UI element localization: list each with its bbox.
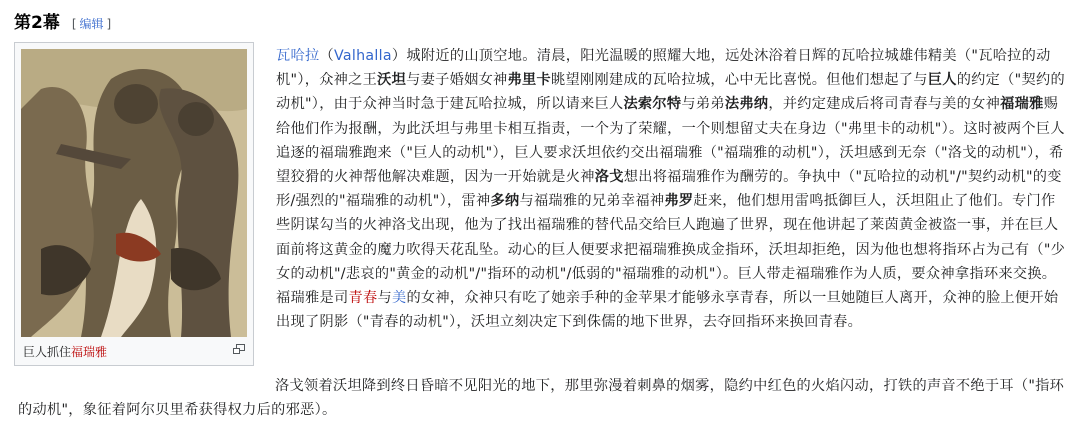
text-run: 与	[377, 290, 392, 307]
edit-bracket-open: [	[71, 17, 77, 31]
edit-link[interactable]: 编辑	[79, 17, 104, 31]
figure-image[interactable]	[21, 49, 247, 337]
text-run: 的女神，众神只有吃了她亲手种的金苹果才能够永享青春，所以一旦她随巨人离开，众神的脸上便开始出现了阴影（"青春的动机"），沃坦立刻决定下到侏儒的地下世界，去夺回指环来换回青春。	[276, 290, 1059, 331]
link-youth[interactable]: 青春	[348, 290, 378, 307]
text-run: 想出将福瑞雅作为酬劳的。争执中（"瓦哈拉的动机"/"契约动机"的变形/强烈的"福瑞雅的动机"），雷神	[276, 169, 1062, 210]
illustration-giants-seize-freia	[21, 49, 247, 337]
section-heading	[14, 8, 111, 36]
paragraph-descent: 洛戈领着沃坦降到终日昏暗不见阳光的地下，那里弥漫着刺鼻的烟雾，隐约中红色的火焰闪动，打铁的声音不绝于耳（"指环的动机"，象征着阿尔贝里希获得权力后的邪恶）。	[18, 378, 1065, 419]
link-beauty[interactable]: 美	[391, 290, 407, 307]
caption-link-freia[interactable]: 福瑞雅	[71, 345, 108, 359]
bold-giants: 巨人	[927, 72, 957, 89]
figure-caption	[23, 343, 107, 360]
text-run: ）城附近的山顶空地。清晨，阳光温暖的照耀大地，远处沐浴着日辉的瓦哈拉城雄伟精美（"瓦哈拉的动机"），众神之王	[276, 48, 1051, 89]
magnify-clip-icon[interactable]	[233, 344, 245, 354]
bold-fricka: 弗里卡	[507, 72, 552, 89]
caption-prefix: 巨人抓住	[23, 345, 72, 359]
text-run: 赐给他们作为报酬，为此沃坦与弗里卡相互指责，一个为了荣耀，一个则想留丈夫在身边（"弗里卡的动机"）。这时被两个巨人追逐的福瑞雅跑来（"巨人的动机"），巨人要求沃坦依约交出福瑞雅（"福瑞雅的动机"），沃坦感到无奈（"洛戈的动机"），希望狡猾的火神帮他解决难题，因为一开始就是火神	[276, 96, 1065, 186]
bold-freia: 福瑞雅	[1000, 96, 1044, 113]
link-valhalla[interactable]: 瓦哈拉	[276, 48, 320, 64]
bold-froh: 弗罗	[664, 193, 694, 210]
bold-loge: 洛戈	[594, 169, 624, 186]
text-run: 与弟弟	[681, 96, 725, 113]
text-run: （	[319, 48, 334, 64]
bold-wotan: 沃坦	[377, 72, 407, 89]
text-run: 眺望刚刚建成的瓦哈拉城，心中无比喜悦。但他们想起了与	[551, 72, 928, 89]
bold-fasolt: 法索尔特	[623, 96, 682, 113]
text-run: ，并约定建成后将司青春与美的女神	[768, 96, 1001, 113]
text-run: 与福瑞雅的兄弟幸福神	[519, 193, 665, 210]
text-run-latin: Valhalla	[333, 48, 392, 64]
paragraph-act2	[276, 44, 1066, 334]
edit-section	[72, 15, 111, 32]
text-run: 赶来，他们想用雷鸣抵御巨人，沃坦阻止了他们。专门作些阴谋勾当的火神洛戈出现，他为了找出福瑞雅的替代品交给巨人跑遍了世界，现在他讲起了莱茵黄金被盗一事，并在巨人面前将这黄金的魔力吹得天花乱坠。动心的巨人便要求把福瑞雅换成金指环，沃坦却拒绝，因为他也想将指环占为己有（"少女的动机"/悲哀的"黄金的动机"/"指环的动机"/低弱的"福瑞雅的动机"）。巨人带走福瑞雅作为人质，要众神拿指环来交换。福瑞雅是司	[276, 193, 1066, 307]
figure-thumbnail	[14, 42, 254, 366]
section-title: 第2幕	[14, 13, 60, 33]
bold-fafner: 法弗纳	[724, 96, 769, 113]
text-run: 的约定（"契约的动机"），由于众神当时急于建瓦哈拉城，所以请来巨人	[276, 72, 1065, 113]
bold-donner: 多纳	[490, 193, 520, 210]
text-run: 与妻子婚姻女神	[406, 72, 508, 89]
edit-bracket-close: ]	[106, 17, 112, 31]
